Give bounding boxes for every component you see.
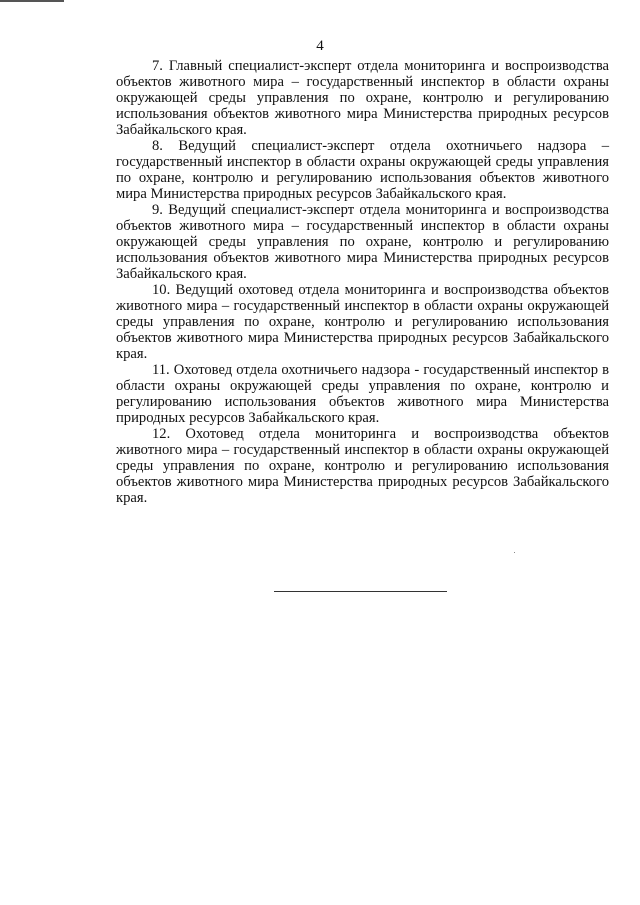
list-item-11: 11. Охотовед отдела охотничьего надзора - государственный инспектор в области охраны окружающей среды управления по охране, контролю и регулированию использования объектов животного мира Министерства природных ресурсов Забайкальского края. (116, 362, 609, 426)
list-item-12: 12. Охотовед отдела мониторинга и воспроизводства объектов животного мира – государственный инспектор в области охраны окружающей среды управления по охране, контролю и регулированию использования объектов животного мира Министерства природных ресурсов Забайкальского края. (116, 426, 609, 506)
page-number: 4 (316, 38, 324, 54)
list-item-9: 9. Ведущий специалист-эксперт отдела мониторинга и воспроизводства объектов животного мира – государственный инспектор в области охраны окружающей среды управления по охране, контролю и регулированию использования объектов животного мира Министерства природных ресурсов Забайкальского края. (116, 202, 609, 282)
list-item-8: 8. Ведущий специалист-эксперт отдела охотничьего надзора – государственный инспектор в области охраны окружающей среды управления по охране, контролю и регулированию использования объектов животного мира Министерства природных ресурсов Забайкальского края. (116, 138, 609, 202)
document-body (116, 58, 609, 506)
list-item-7: 7. Главный специалист-эксперт отдела мониторинга и воспроизводства объектов животного мира – государственный инспектор в области охраны окружающей среды управления по охране, контролю и регулированию использования объектов животного мира Министерства природных ресурсов Забайкальского края. (116, 58, 609, 138)
scan-speck (514, 552, 515, 553)
scan-edge-mark (0, 0, 64, 2)
list-item-10: 10. Ведущий охотовед отдела мониторинга и воспроизводства объектов животного мира – государственный инспектор в области охраны окружающей среды управления по охране, контролю и регулированию использования объектов животного мира Министерства природных ресурсов Забайкальского края. (116, 282, 609, 362)
end-of-list-rule (274, 591, 447, 592)
